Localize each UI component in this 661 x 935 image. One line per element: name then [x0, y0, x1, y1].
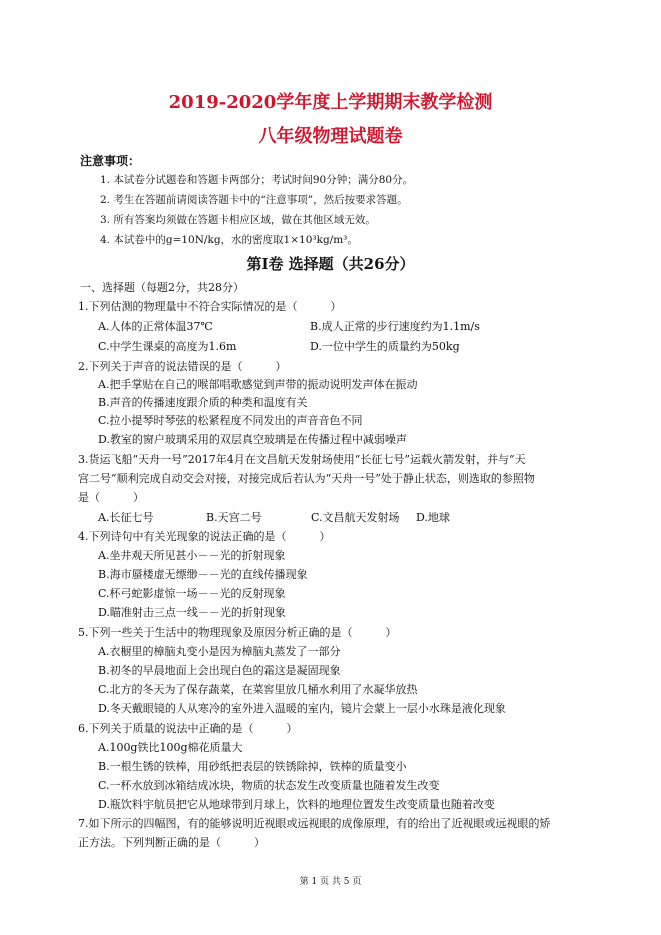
option-4c: C.杯弓蛇影虚惊一场－－光的反射现象	[98, 587, 286, 600]
option-4d: D.瞄准射击三点一线－－光的折射现象	[98, 606, 286, 619]
option-5d: D.冬天戴眼镜的人从寒冷的室外进入温暖的室内，镜片会蒙上一层小水珠是液化现象	[98, 702, 506, 715]
section-title: 第I卷 选择题（共26分）	[246, 255, 415, 273]
question-3-line-1: 3.货运飞船“天舟一号”2017年4月在文昌航天发射场使用“长征七号”运载火箭发射，并与“天	[78, 453, 526, 466]
question-2: 2.下列关于声音的说法错误的是（ ）	[78, 360, 287, 373]
exam-subtitle: 八年级物理试题卷	[258, 126, 403, 147]
option-1c: C.中学生课桌的高度为1.6m	[98, 340, 237, 353]
option-2d: D.教室的窗户玻璃采用的双层真空玻璃是在传播过程中减弱噪声	[98, 433, 407, 446]
option-6d: D.瓶饮料宇航员把它从地球带到月球上，饮料的地理位置发生改变质量也随着改变	[98, 798, 495, 811]
option-1b: B.成人正常的步行速度约为1.1m/s	[310, 320, 480, 333]
option-4a: A.坐井观天所见甚小－－光的折射现象	[98, 549, 286, 562]
option-5b: B.初冬的早晨地面上会出现白色的霜这是凝固现象	[98, 664, 341, 677]
part-heading: 一、选择题（每题2分，共28分）	[80, 281, 244, 294]
question-3-line-3: 是（ ）	[78, 491, 144, 504]
option-6b: B.一根生锈的铁棒，用砂纸把表层的铁锈除掉，铁棒的质量变小	[98, 760, 407, 773]
notice-item: 4. 本试卷中的g=10N/kg，水的密度取1×10³kg/m³。	[100, 234, 358, 246]
option-3a: A.长征七号	[98, 511, 154, 524]
question-6: 6.下列关于质量的说法中正确的是（ ）	[78, 722, 298, 735]
option-2a: A.把手掌贴在自己的喉部唱歌感觉到声带的振动说明发声体在振动	[98, 378, 418, 391]
page-footer: 第 1 页 共 5 页	[299, 877, 362, 887]
notice-item: 3. 所有答案均须做在答题卡相应区域，做在其他区域无效。	[100, 214, 376, 226]
question-1: 1.下列估测的物理量中不符合实际情况的是（ ）	[78, 300, 342, 313]
question-4: 4.下列诗句中有关光现象的说法正确的是（ ）	[78, 530, 331, 543]
notice-item: 2. 考生在答题前请阅读答题卡中的“注意事项”，然后按要求答题。	[100, 194, 408, 206]
option-5c: C.北方的冬天为了保存蔬菜，在菜窖里放几桶水利用了水凝华放热	[98, 683, 418, 696]
option-2b: B.声音的传播速度跟介质的种类和温度有关	[98, 396, 308, 409]
option-1a: A.人体的正常体温37℃	[98, 320, 213, 333]
notice-item: 1. 本试卷分试题卷和答题卡两部分；考试时间90分钟；满分80分。	[100, 174, 414, 186]
option-1d: D.一位中学生的质量约为50kg	[310, 340, 460, 353]
question-7-line-1: 7.如下所示的四幅图，有的能够说明近视眼或远视眼的成像原理，有的给出了近视眼或远视眼的矫	[78, 817, 551, 830]
option-3c: C.文昌航天发射场	[311, 511, 400, 524]
notice-heading: 注意事项：	[80, 154, 141, 168]
option-3b: B.天宫二号	[206, 511, 262, 524]
question-7-line-2: 正方法。下列判断正确的是（ ）	[78, 836, 265, 849]
option-5a: A.衣橱里的樟脑丸变小是因为樟脑丸蒸发了一部分	[98, 645, 341, 658]
option-2c: C.拉小提琴时琴弦的松紧程度不同发出的声音音色不同	[98, 414, 363, 427]
option-6a: A.100g铁比100g棉花质量大	[98, 741, 243, 754]
exam-title: 2019-2020学年度上学期期末教学检测	[168, 92, 493, 113]
option-6c: C.一杯水放到冰箱结成冰块，物质的状态发生改变质量也随着发生改变	[98, 779, 440, 792]
option-3d: D.地球	[416, 511, 450, 524]
question-5: 5.下列一些关于生活中的物理现象及原因分析正确的是（ ）	[78, 626, 397, 639]
option-4b: B.海市蜃楼虚无缥缈－－光的直线传播现象	[98, 568, 308, 581]
question-3-line-2: 宫二号”顺利完成自动交会对接，对接完成后若认为“天舟一号”处于静止状态，则选取的参照物	[78, 472, 535, 485]
